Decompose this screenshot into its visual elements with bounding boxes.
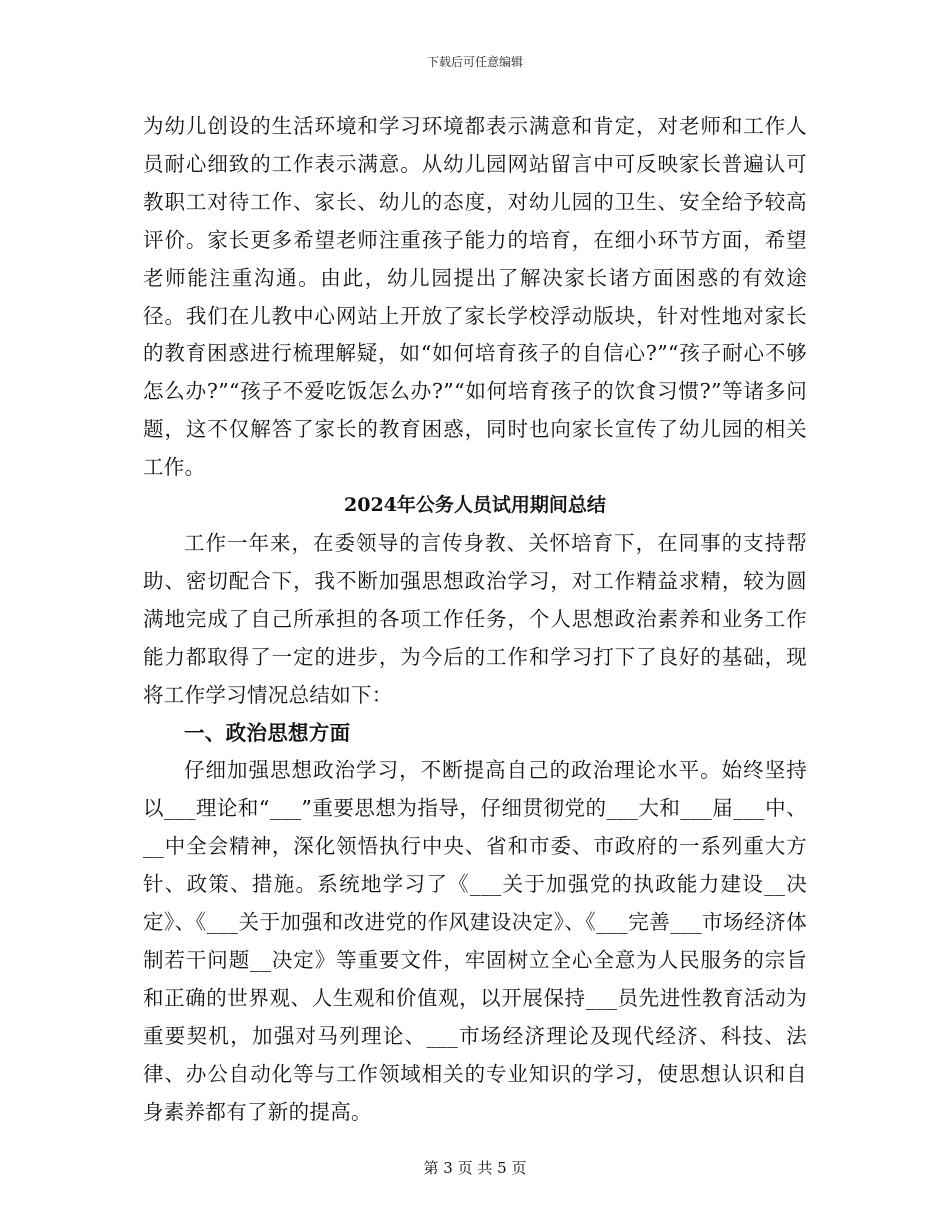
document-body bbox=[143, 108, 807, 1131]
section-heading: 一、政治思想方面 bbox=[184, 720, 351, 745]
intro-paragraph: 工作一年来，在委领导的言传身教、关怀培育下，在同事的支持帮助、密切配合下，我不断加强思想政治学习，对工作精益求精，较为圆满地完成了自己所承担的各项工作任务，个人思想政治素养和业务工作能力都取得了一定的进步，为今后的工作和学习打下了良好的基础，现将工作学习情况总结如下： bbox=[143, 530, 807, 707]
continued-paragraph: 为幼儿创设的生活环境和学习环境都表示满意和肯定，对老师和工作人员耐心细致的工作表示满意。从幼儿园网站留言中可反映家长普遍认可教职工对待工作、家长、幼儿的态度，对幼儿园的卫生、安全给予较高评价。家长更多希望老师注重孩子能力的培育，在细小环节方面，希望老师能注重沟通。由此，幼儿园提出了解决家长诸方面困惑的有效途径。我们在儿教中心网站上开放了家长学校浮动版块，针对性地对家长的教育困惑进行梳理解疑，如“如何培育孩子的自信心?”“孩子耐心不够怎么办?”“孩子不爱吃饭怎么办?”“如何培育孩子的饮食习惯?”等诸多问题，这不仅解答了家长的教育困惑，同时也向家长宣传了幼儿园的相关工作。 bbox=[143, 114, 807, 480]
document-title: 2024年公务人员试用期间总结 bbox=[344, 494, 606, 517]
page-indicator: 第 3 页 共 5 页 bbox=[423, 1159, 527, 1177]
page-header-note: 下载后可任意编辑 bbox=[426, 55, 523, 69]
section-paragraph: 仔细加强思想政治学习，不断提高自己的政治理论水平。始终坚持以___理论和“___”重要思想为指导，仔细贯彻党的___大和___届___中、__中全会精神，深化领悟执行中央、省和市委、市政府的一系列重大方针、政策、措施。系统地学习了《___关于加强党的执政能力建设__决定》、《___关于加强和改进党的作风建设决定》、《___完善___市场经济体制若干问题__决定》等重要文件，牢固树立全心全意为人民服务的宗旨和正确的世界观、人生观和价值观，以开展保持___员先进性教育活动为重要契机，加强对马列理论、___市场经济理论及现代经济、科技、法律、办公自动化等与工作领域相关的专业知识的学习，使思想认识和自身素养都有了新的提高。 bbox=[143, 758, 807, 1124]
